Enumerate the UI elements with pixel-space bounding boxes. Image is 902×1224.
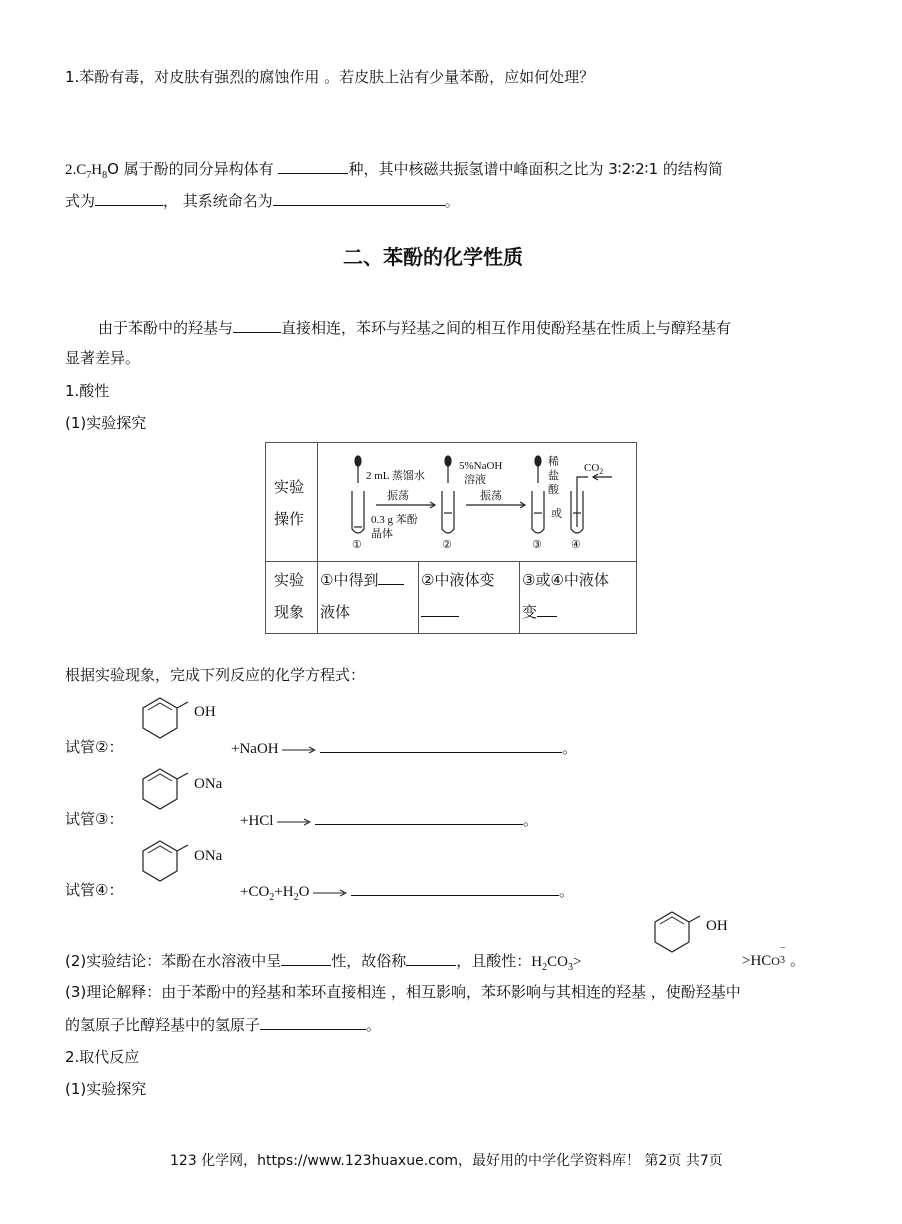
experiment-heading-2: (1)实验探究: [65, 1080, 147, 1098]
phenomenon-cell-1: ①中得到 液体: [318, 562, 419, 634]
bicarbonate-formula: >HCO − 3 。: [742, 943, 805, 969]
naoh-label-2: 溶液: [464, 474, 486, 486]
question-2-text-a: O 属于酚的同分异构体有: [107, 160, 274, 178]
naoh-label-1: 5%NaOH: [459, 460, 503, 472]
test-tube-icon: [532, 491, 544, 533]
answer-blank[interactable]: [406, 949, 456, 966]
question-1: 1.苯酚有毒，对皮肤有强烈的腐蚀作用 。若皮肤上沾有少量苯酚，应如何处理？: [65, 68, 595, 86]
tube-3-label: 试管③：: [65, 810, 124, 828]
phenomenon-cell-2: ②中液体变: [419, 562, 520, 634]
answer-blank[interactable]: [315, 808, 523, 825]
shake-label-1: 振荡: [387, 490, 409, 502]
phenol-label-1: 0.3 g 苯酚: [371, 514, 418, 526]
answer-blank[interactable]: [260, 1013, 366, 1030]
reaction-arrow-icon: [313, 888, 347, 898]
tube-number-2: ②: [442, 539, 452, 551]
tube-4-reagent: $+CO_2+H_2O$ 。: [240, 879, 574, 903]
hydroxyl-group: OH: [706, 918, 728, 934]
dropper-bulb-icon: [445, 456, 451, 466]
tube-number-3: ③: [532, 539, 542, 551]
reaction-arrow-icon: [277, 817, 311, 827]
benzene-ring-icon: [140, 837, 190, 891]
experiment-heading: (1)实验探究: [65, 414, 147, 432]
answer-blank[interactable]: [320, 736, 562, 753]
question-2-text-b: 种，其中核磁共振氢谱中峰面积之比为 3∶2∶2∶1 的结构简: [348, 160, 723, 178]
tube-4-label: 试管④：: [65, 881, 124, 899]
answer-blank[interactable]: [233, 316, 281, 333]
answer-blank[interactable]: [537, 600, 557, 617]
equation-prompt: 根据实验现象，完成下列反应的化学方程式：: [65, 666, 366, 684]
acid-label-1: 稀: [548, 456, 559, 468]
answer-blank[interactable]: [278, 157, 348, 174]
phenol-label-2: 晶体: [371, 528, 393, 540]
phenomenon-cell-3: ③或④中液体 变: [520, 562, 637, 634]
formula-sub-7: 7: [86, 170, 92, 181]
answer-blank[interactable]: [273, 189, 445, 206]
substitution-heading: 2.取代反应: [65, 1048, 140, 1066]
test-tube-icon: [442, 491, 454, 533]
acidity-heading: 1.酸性: [65, 382, 110, 400]
answer-blank[interactable]: [281, 949, 331, 966]
formula-h: H: [91, 162, 103, 178]
formula-sub-8: 8: [102, 170, 108, 181]
theory-line-2: 的氢原子比醇羟基中的氢原子 。: [65, 1013, 381, 1035]
phenoxide-group: ONa: [194, 848, 223, 864]
section-title: 二、苯酚的化学性质: [343, 245, 523, 269]
operation-diagram-cell: [318, 443, 637, 562]
co2-label: $CO_2$: [584, 462, 604, 476]
intro-line-1: [98, 316, 731, 338]
operation-label: 实验 操作: [266, 443, 318, 562]
dropper-bulb-icon: [355, 456, 361, 466]
benzene-ring-icon: [140, 765, 190, 819]
experiment-diagram: [318, 443, 636, 561]
intro-line-2: 显著差异。: [65, 349, 141, 367]
hydroxyl-group: OH: [194, 704, 216, 720]
benzene-ring-icon: [652, 908, 702, 962]
or-label: 或: [551, 508, 562, 520]
experiment-table: [265, 442, 637, 634]
theory-line-1: (3)理论解释：由于苯酚中的羟基和苯环直接相连 ，相互影响，苯环影响与其相连的羟基 ，使酚羟基中: [65, 983, 741, 1001]
intro-text-b: 直接相连，苯环与羟基之间的相互作用使酚羟基在性质上与醇羟基有: [281, 319, 732, 337]
intro-text-a: 由于苯酚中的羟基与: [98, 319, 234, 337]
carbonic-acid-formula: $H_2CO_3>$: [531, 954, 582, 973]
benzene-ring-icon: [140, 694, 190, 748]
dropper-bulb-icon: [535, 456, 541, 466]
tube-2-label: 试管②：: [65, 738, 124, 756]
question-2-end: 。: [444, 192, 460, 210]
acid-label-2: 盐: [548, 470, 559, 482]
tube-3-reagent: +HCl 。: [240, 808, 538, 830]
page-footer: 123 化学网，https://www.123huaxue.com，最好用的中学化学资料库！ 第2页 共7页: [170, 1153, 723, 1169]
answer-blank[interactable]: [95, 189, 163, 206]
tube-number-1: ①: [352, 539, 362, 551]
phenomenon-label: 实验 现象: [266, 562, 318, 634]
question-2-text-c: 式为: [65, 192, 96, 210]
acid-label-3: 酸: [548, 484, 559, 496]
water-label: 2 mL 蒸馏水: [366, 470, 425, 482]
question-2-line-2: [65, 189, 460, 211]
tube-2-reagent: +NaOH 。: [231, 736, 577, 758]
phenoxide-group: ONa: [194, 776, 223, 792]
formula-c: 2.C: [65, 162, 87, 178]
reaction-arrow-icon: [282, 745, 316, 755]
question-2-text-d: ， 其系统命名为: [163, 192, 273, 210]
answer-blank[interactable]: [378, 568, 404, 585]
answer-blank[interactable]: [351, 879, 559, 896]
tube-number-4: ④: [571, 539, 581, 551]
shake-label-2: 振荡: [480, 490, 502, 502]
question-2-line-1: [65, 157, 723, 181]
conclusion-line: (2)实验结论：苯酚在水溶液中呈 性，故俗称 ，且酸性：$H_2CO_3>$: [65, 949, 581, 973]
answer-blank[interactable]: [421, 600, 459, 617]
